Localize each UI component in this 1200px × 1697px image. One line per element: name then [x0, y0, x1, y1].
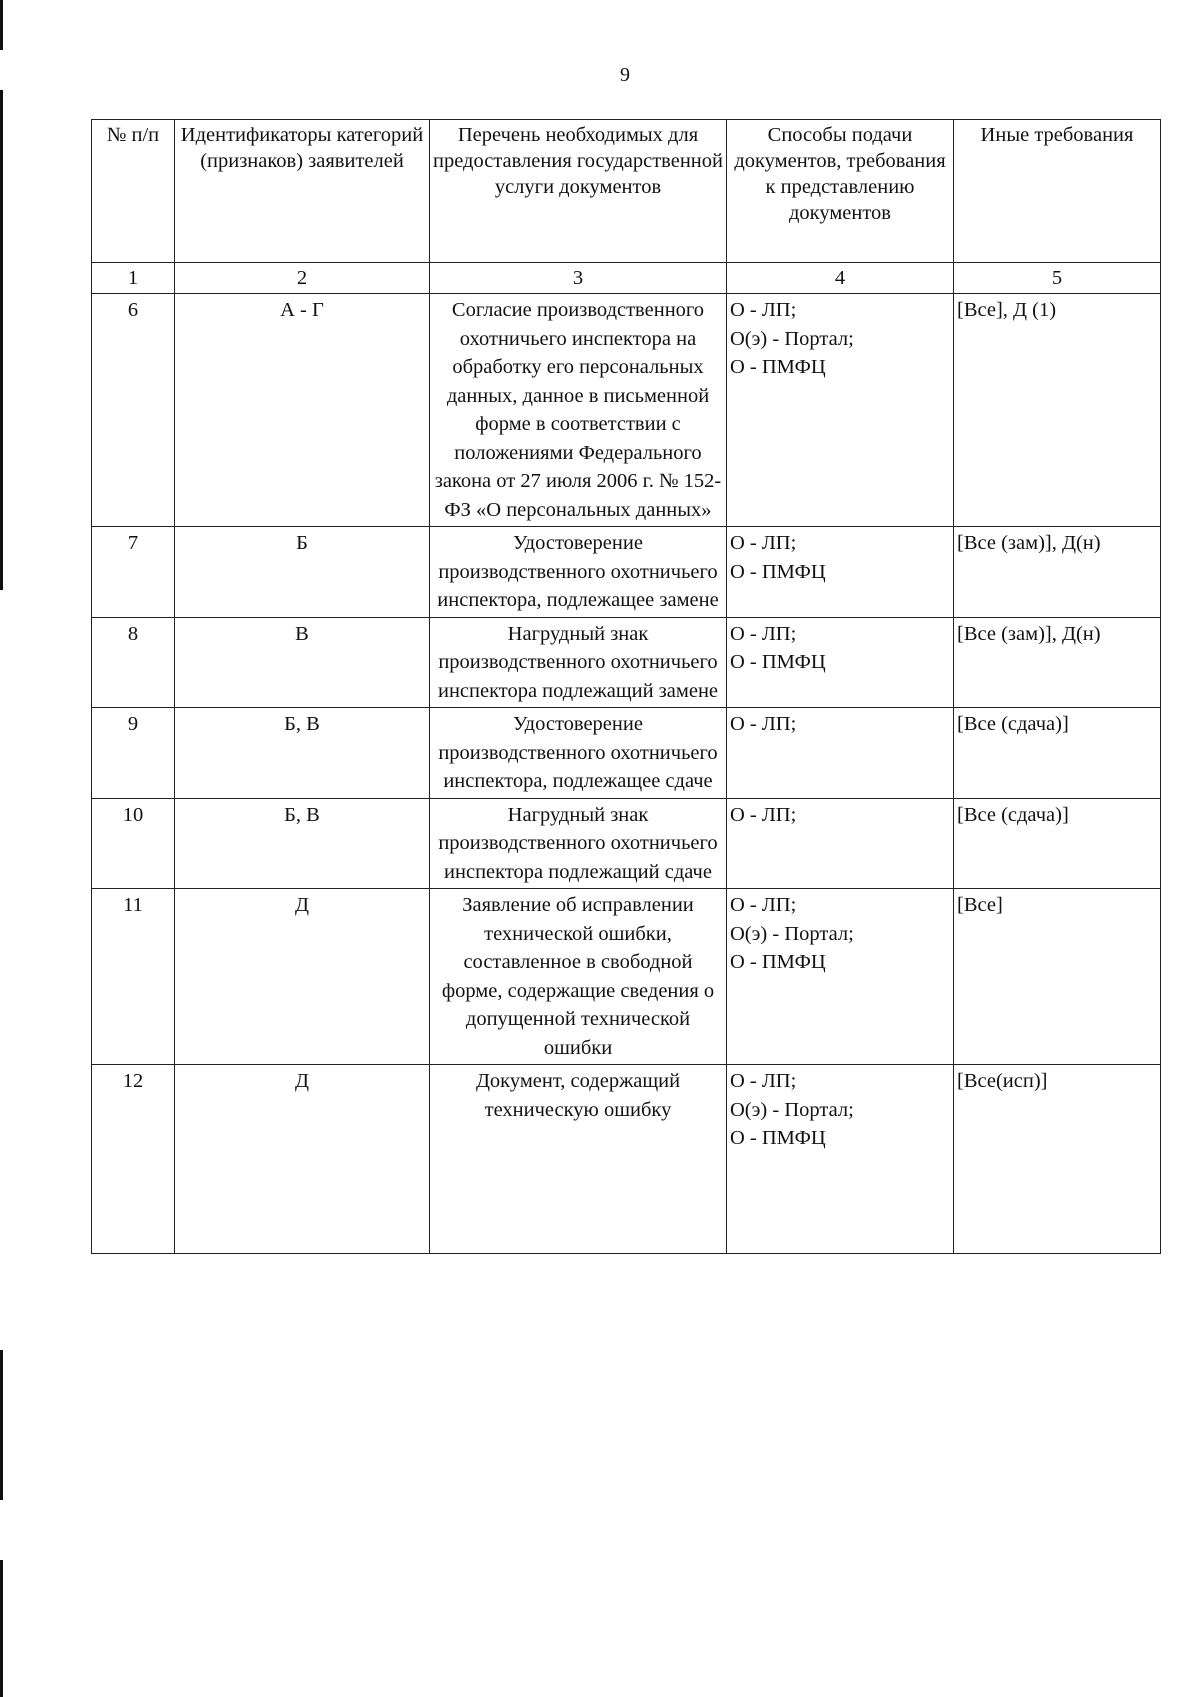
- submission-methods: [727, 617, 954, 708]
- document-name: Согласие производственного охотничьего инспектора на обработку его персональных данных, данное в письменной форме в соответствии с положениями Федерального закона от 27 июля 2006 г. № 152-ФЗ «О персональных данных»: [430, 294, 727, 527]
- header-other-requirements: Иные требования: [954, 120, 1161, 263]
- submission-methods: [727, 798, 954, 889]
- column-number: 4: [727, 263, 954, 294]
- submission-method: О(э) - Портал;: [730, 922, 854, 945]
- other-requirements: [Все (сдача)]: [954, 708, 1161, 799]
- applicant-identifier: В: [175, 617, 430, 708]
- column-number: 5: [954, 263, 1161, 294]
- submission-method: О - ПМФЦ: [730, 560, 826, 583]
- applicant-identifier: А - Г: [175, 294, 430, 527]
- row-number: 8: [92, 617, 175, 708]
- row-number: 7: [92, 527, 175, 618]
- header-identifiers: Идентификаторы категорий (признаков) заявителей: [175, 120, 430, 263]
- document-name: Удостоверение производственного охотничьего инспектора, подлежащее замене: [430, 527, 727, 618]
- header-documents: Перечень необходимых для предоставления государственной услуги документов: [430, 120, 727, 263]
- submission-method: О - ЛП;: [730, 299, 797, 321]
- other-requirements: [Все(исп)]: [954, 1065, 1161, 1254]
- scan-edge-mark: [0, 90, 3, 590]
- row-number: 12: [92, 1065, 175, 1254]
- scan-edge-mark: [0, 1350, 3, 1500]
- column-number: 2: [175, 263, 430, 294]
- row-number: 11: [92, 889, 175, 1065]
- submission-method: О(э) - Портал;: [730, 327, 854, 350]
- column-number: 1: [92, 263, 175, 294]
- table-row: [92, 527, 1161, 618]
- header-methods: Способы подачи документов, требования к представлению документов: [727, 120, 954, 263]
- document-name: Нагрудный знак производственного охотничьего инспектора подлежащий замене: [430, 617, 727, 708]
- applicant-identifier: Д: [175, 1065, 430, 1254]
- submission-method: О - ЛП;: [730, 1070, 797, 1092]
- submission-method: О - ПМФЦ: [730, 651, 826, 673]
- submission-method: О - ПМФЦ: [730, 1127, 826, 1149]
- other-requirements: [Все], Д (1): [954, 294, 1161, 527]
- table-row: [92, 294, 1161, 527]
- column-number: 3: [430, 263, 727, 294]
- row-number: 6: [92, 294, 175, 527]
- scan-edge-mark: [0, 0, 3, 50]
- column-number-row: [92, 263, 1161, 294]
- submission-methods: [727, 889, 954, 1065]
- submission-method: О(э) - Портал;: [730, 1098, 854, 1121]
- document-name: Удостоверение производственного охотничьего инспектора, подлежащее сдаче: [430, 708, 727, 799]
- submission-method: О - ПМФЦ: [730, 951, 826, 973]
- submission-method: О - ЛП;: [730, 532, 797, 554]
- submission-method: О - ЛП;: [730, 894, 797, 916]
- submission-methods: [727, 294, 954, 527]
- submission-method: О - ЛП;: [730, 713, 797, 735]
- other-requirements: [Все (зам)], Д(н): [954, 527, 1161, 618]
- applicant-identifier: Б, В: [175, 798, 430, 889]
- submission-method: О - ЛП;: [730, 803, 797, 826]
- other-requirements: [Все (зам)], Д(н): [954, 617, 1161, 708]
- document-name: Заявление об исправлении технической ошибки, составленное в свободной форме, содержащие сведения о допущенной технической ошибки: [430, 889, 727, 1065]
- submission-methods: [727, 1065, 954, 1254]
- page-number: 9: [620, 64, 630, 86]
- table-row: [92, 1065, 1161, 1254]
- submission-methods: [727, 708, 954, 799]
- submission-methods: [727, 527, 954, 618]
- header-number: № п/п: [92, 120, 175, 263]
- applicant-identifier: Д: [175, 889, 430, 1065]
- table-row: [92, 798, 1161, 889]
- document-name: Нагрудный знак производственного охотничьего инспектора подлежащий сдаче: [430, 798, 727, 889]
- table-row: [92, 708, 1161, 799]
- submission-method: О - ЛП;: [730, 622, 797, 645]
- applicant-identifier: Б, В: [175, 708, 430, 799]
- row-number: 10: [92, 798, 175, 889]
- submission-method: О - ПМФЦ: [730, 356, 826, 378]
- applicant-identifier: Б: [175, 527, 430, 618]
- scan-edge-mark: [0, 1560, 3, 1697]
- other-requirements: [Все (сдача)]: [954, 798, 1161, 889]
- documents-table: [91, 119, 1161, 1254]
- table-row: [92, 889, 1161, 1065]
- row-number: 9: [92, 708, 175, 799]
- document-name: Документ, содержащий техническую ошибку: [430, 1065, 727, 1254]
- other-requirements: [Все]: [954, 889, 1161, 1065]
- table-row: [92, 617, 1161, 708]
- header-row: [92, 120, 1161, 263]
